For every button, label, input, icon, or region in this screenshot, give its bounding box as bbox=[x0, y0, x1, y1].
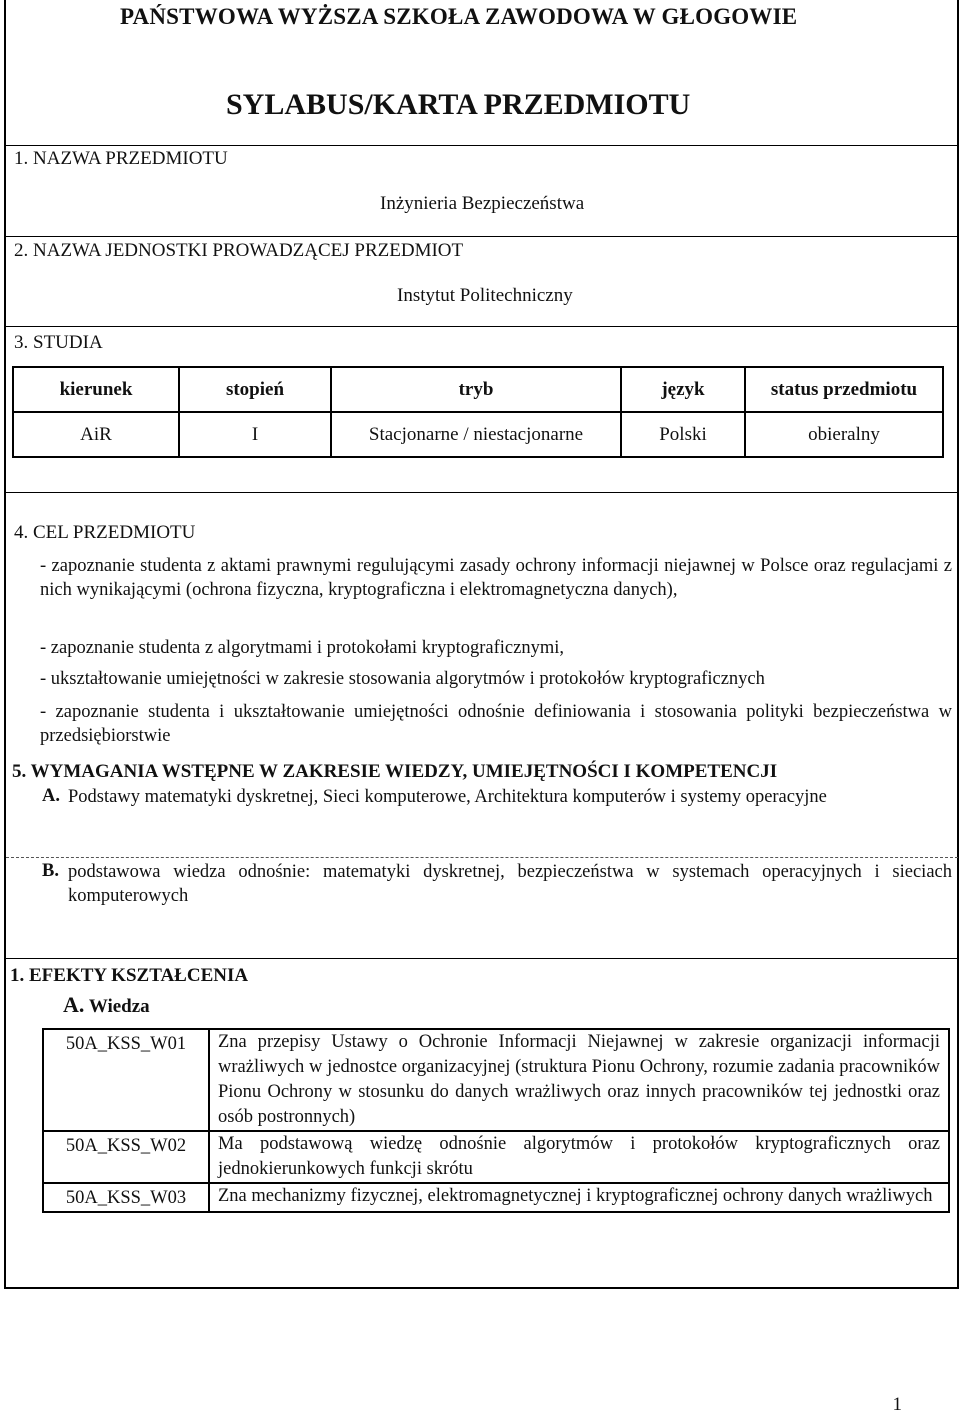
section-6-label: 1. EFEKTY KSZTAŁCENIA bbox=[10, 965, 249, 986]
objective-item: - zapoznanie studenta i ukształtowanie umiejętności odnośnie definiowania i stosowania polityki bezpieczeństwa w przedsiębiorstwie bbox=[40, 702, 952, 746]
header-cell: język bbox=[621, 367, 745, 412]
outcome-text: Ma podstawową wiedzę odnośnie algorytmów i protokołów kryptograficznych oraz jednokierunkowych funkcji skrótu bbox=[209, 1131, 949, 1183]
divider bbox=[6, 145, 958, 146]
outcome-code: 50A_KSS_W03 bbox=[43, 1183, 209, 1212]
school-name: PAŃSTWOWA WYŻSZA SZKOŁA ZAWODOWA W GŁOGOWIE bbox=[120, 4, 798, 29]
value-cell: obieralny bbox=[745, 412, 943, 457]
section-2-label: 2. NAZWA JEDNOSTKI PROWADZĄCEJ PRZEDMIOT bbox=[14, 240, 464, 261]
learning-outcomes-table bbox=[42, 1028, 950, 1213]
objective-item: - zapoznanie studenta z algorytmami i protokołami kryptograficznymi, bbox=[40, 638, 564, 658]
table-row bbox=[43, 1183, 949, 1212]
studies-table bbox=[12, 366, 944, 458]
table-row bbox=[43, 1131, 949, 1183]
outcome-code: 50A_KSS_W01 bbox=[43, 1029, 209, 1131]
value-cell: AiR bbox=[13, 412, 179, 457]
document-title: SYLABUS/KARTA PRZEDMIOTU bbox=[226, 88, 691, 121]
studies-header-row bbox=[13, 367, 943, 412]
section-1-label: 1. NAZWA PRZEDMIOTU bbox=[14, 148, 228, 169]
divider bbox=[6, 236, 958, 237]
section-5-label: 5. WYMAGANIA WSTĘPNE W ZAKRESIE WIEDZY, UMIEJĘTNOŚCI I KOMPETENCJI bbox=[12, 761, 778, 782]
wiedza-label: Wiedza bbox=[88, 996, 150, 1017]
prereq-a-marker: A. bbox=[42, 786, 60, 806]
table-row bbox=[43, 1029, 949, 1131]
prereq-a-text: Podstawy matematyki dyskretnej, Sieci komputerowe, Architektura komputerów i systemy operacyjne bbox=[68, 787, 827, 807]
outcome-code: 50A_KSS_W02 bbox=[43, 1131, 209, 1183]
value-cell: Stacjonarne / niestacjonarne bbox=[331, 412, 621, 457]
header-cell: stopień bbox=[179, 367, 331, 412]
dotted-divider bbox=[6, 857, 958, 858]
header-cell: kierunek bbox=[13, 367, 179, 412]
studies-value-row bbox=[13, 412, 943, 457]
section-4-label: 4. CEL PRZEDMIOTU bbox=[14, 522, 196, 543]
divider bbox=[6, 492, 958, 493]
page-number: 1 bbox=[892, 1394, 902, 1415]
outcome-text: Zna przepisy Ustawy o Ochronie Informacji Niejawnej w zakresie organizacji informacji wrażliwych w jednostce organizacyjnej (struktura Pionu Ochrony, rozumie zadania pracowników Pionu Ochrony w stosunku do danych wrażliwych oraz innych pracowników tej jednostki oraz osób postronnych) bbox=[209, 1029, 949, 1131]
prereq-b-text: podstawowa wiedza odnośnie: matematyki dyskretnej, bezpieczeństwa w systemach operacyjnych i sieciach komputerowych bbox=[68, 862, 952, 906]
section-3-label: 3. STUDIA bbox=[14, 332, 103, 353]
header-cell: tryb bbox=[331, 367, 621, 412]
wiedza-heading bbox=[63, 992, 150, 1018]
objective-item: - ukształtowanie umiejętności w zakresie stosowania algorytmów i protokołów kryptograficznych bbox=[40, 669, 765, 689]
value-cell: I bbox=[179, 412, 331, 457]
outcome-text: Zna mechanizmy fizycznej, elektromagnetycznej i kryptograficznej ochrony danych wrażliwych bbox=[209, 1183, 949, 1212]
subject-name: Inżynieria Bezpieczeństwa bbox=[380, 193, 585, 214]
prereq-b-marker: B. bbox=[42, 861, 59, 881]
divider bbox=[6, 326, 958, 327]
value-cell: Polski bbox=[621, 412, 745, 457]
header-cell: status przedmiotu bbox=[745, 367, 943, 412]
divider bbox=[6, 958, 958, 959]
objective-item: - zapoznanie studenta z aktami prawnymi regulującymi zasady ochrony informacji niejawnej w Polsce oraz regulacjami z nich wynikającymi (ochrona fizyczna, kryptograficzna i elektromagnetyczna danych), bbox=[40, 556, 952, 600]
unit-name: Instytut Politechniczny bbox=[397, 285, 573, 306]
wiedza-marker: A. bbox=[63, 992, 85, 1017]
